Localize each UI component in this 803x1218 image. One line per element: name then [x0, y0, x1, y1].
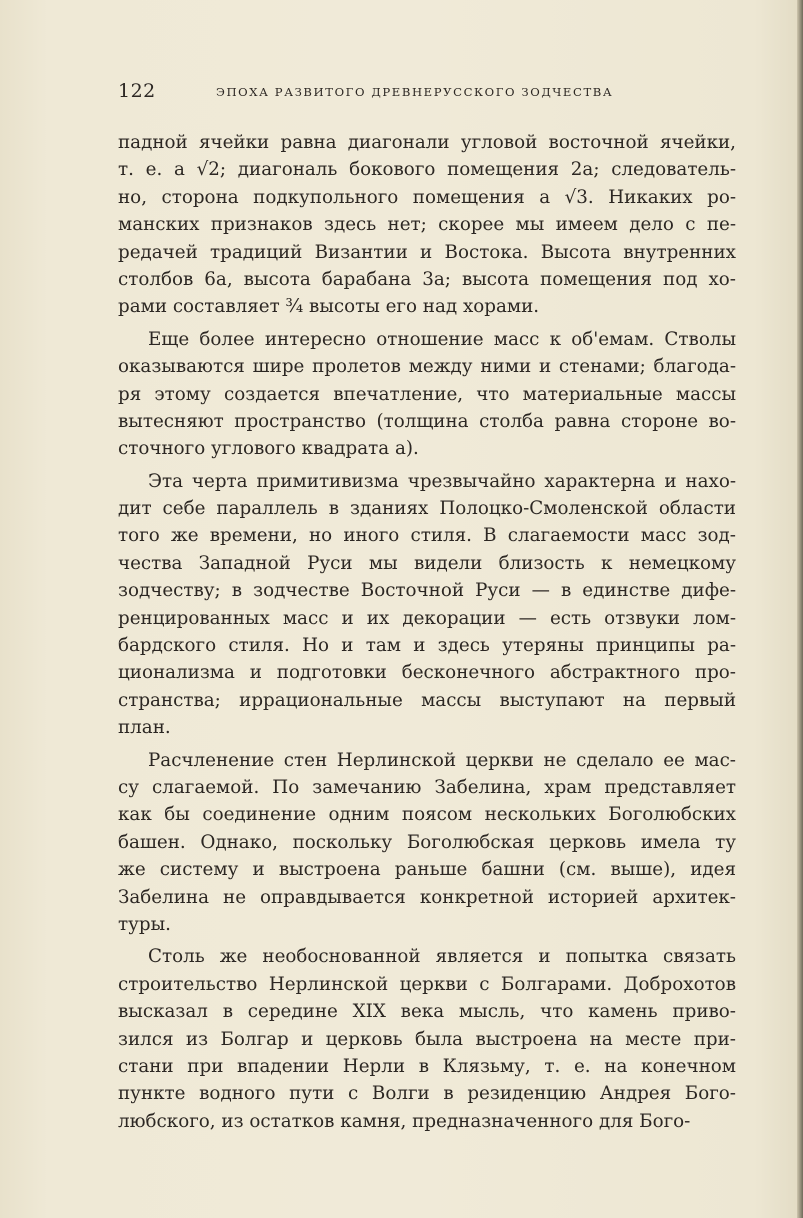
paragraph	[118, 326, 736, 463]
paragraph	[118, 943, 736, 1135]
running-title: ЭПОХА РАЗВИТОГО ДРЕВНЕРУССКОГО ЗОДЧЕСТВА	[216, 85, 614, 99]
body-text	[118, 129, 736, 1135]
text-line: ренцированных масс и их декорации — есть отзвуки лом-	[118, 607, 736, 629]
text-line: строительство Нерлинской церкви с Болгарами. Доброхотов	[118, 973, 736, 995]
text-line: рами составляет ¾ высоты его над хорами.	[118, 296, 540, 318]
paragraph	[118, 468, 736, 742]
text-line: любского, из остатков камня, предназначенного для Бого-	[118, 1110, 691, 1132]
text-line: су слагаемой. По замечанию Забелина, храм представляет	[118, 776, 736, 798]
text-line: редачей традиций Византии и Востока. Высота внутренних	[118, 241, 736, 263]
text-line: странства; иррациональные массы выступают на первый	[118, 689, 736, 711]
text-line: Еще более интересно отношение масс к об'емам. Стволы	[148, 328, 736, 350]
text-line: вытесняют пространство (толщина столба равна стороне во-	[118, 410, 736, 432]
text-line: как бы соединение одним поясом нескольких Боголюбских	[118, 804, 736, 826]
text-line: стани при впадении Нерли в Клязьму, т. е. на конечном	[118, 1055, 736, 1077]
text-line: столбов 6a, высота барабана 3a; высота помещения под хо-	[118, 268, 736, 290]
paragraph	[118, 747, 736, 939]
text-line: падной ячейки равна диагонали угловой восточной ячейки,	[118, 132, 736, 153]
text-line: Эта черта примитивизма чрезвычайно характерна и нахо-	[148, 470, 736, 492]
text-line: т. е. a √2; диагональ бокового помещения 2a; следователь-	[118, 159, 736, 181]
text-line: бардского стиля. Но и там и здесь утеряны принципы ра-	[118, 635, 736, 657]
text-line: зодчеству; в зодчестве Восточной Руси — в единстве дифе-	[118, 580, 736, 602]
text-line: зился из Болгар и церковь была выстроена на месте при-	[118, 1028, 736, 1050]
page-number: 122	[118, 80, 156, 102]
text-line: пункте водного пути с Волги в резиденцию Андрея Бого-	[118, 1083, 736, 1105]
text-line: высказал в середине XIX века мысль, что камень приво-	[118, 1001, 736, 1023]
text-line: башен. Однако, поскольку Боголюбская церковь имела ту	[118, 831, 736, 853]
text-line: сточного углового квадрата a).	[118, 438, 419, 460]
running-head	[118, 80, 638, 104]
paragraph	[118, 129, 736, 321]
text-line: туры.	[118, 913, 171, 935]
text-line: ционализма и подготовки бесконечного абстрактного про-	[118, 662, 736, 684]
text-line: того же времени, но иного стиля. В слагаемости масс зод-	[118, 525, 736, 547]
text-line: дит себе параллель в зданиях Полоцко-Смоленской области	[118, 498, 736, 520]
text-line: же систему и выстроена раньше башни (см. выше), идея	[118, 859, 736, 881]
text-line: Забелина не оправдывается конкретной историей архитек-	[118, 886, 736, 908]
page-edge-shadow	[797, 0, 803, 1218]
text-line: но, сторона подкупольного помещения a √3. Никаких ро-	[118, 186, 736, 208]
text-line: Столь же необоснованной является и попытка связать	[148, 946, 736, 968]
text-line: оказываются шире пролетов между ними и стенами; благода-	[118, 356, 736, 378]
text-line: ря этому создается впечатление, что материальные массы	[118, 383, 736, 405]
text-line: план.	[118, 717, 171, 739]
text-line: чества Западной Руси мы видели близость к немецкому	[118, 552, 736, 574]
text-line: Расчленение стен Нерлинской церкви не сделало ее мас-	[148, 749, 736, 771]
text-line: манских признаков здесь нет; скорее мы имеем дело с пе-	[118, 214, 736, 236]
